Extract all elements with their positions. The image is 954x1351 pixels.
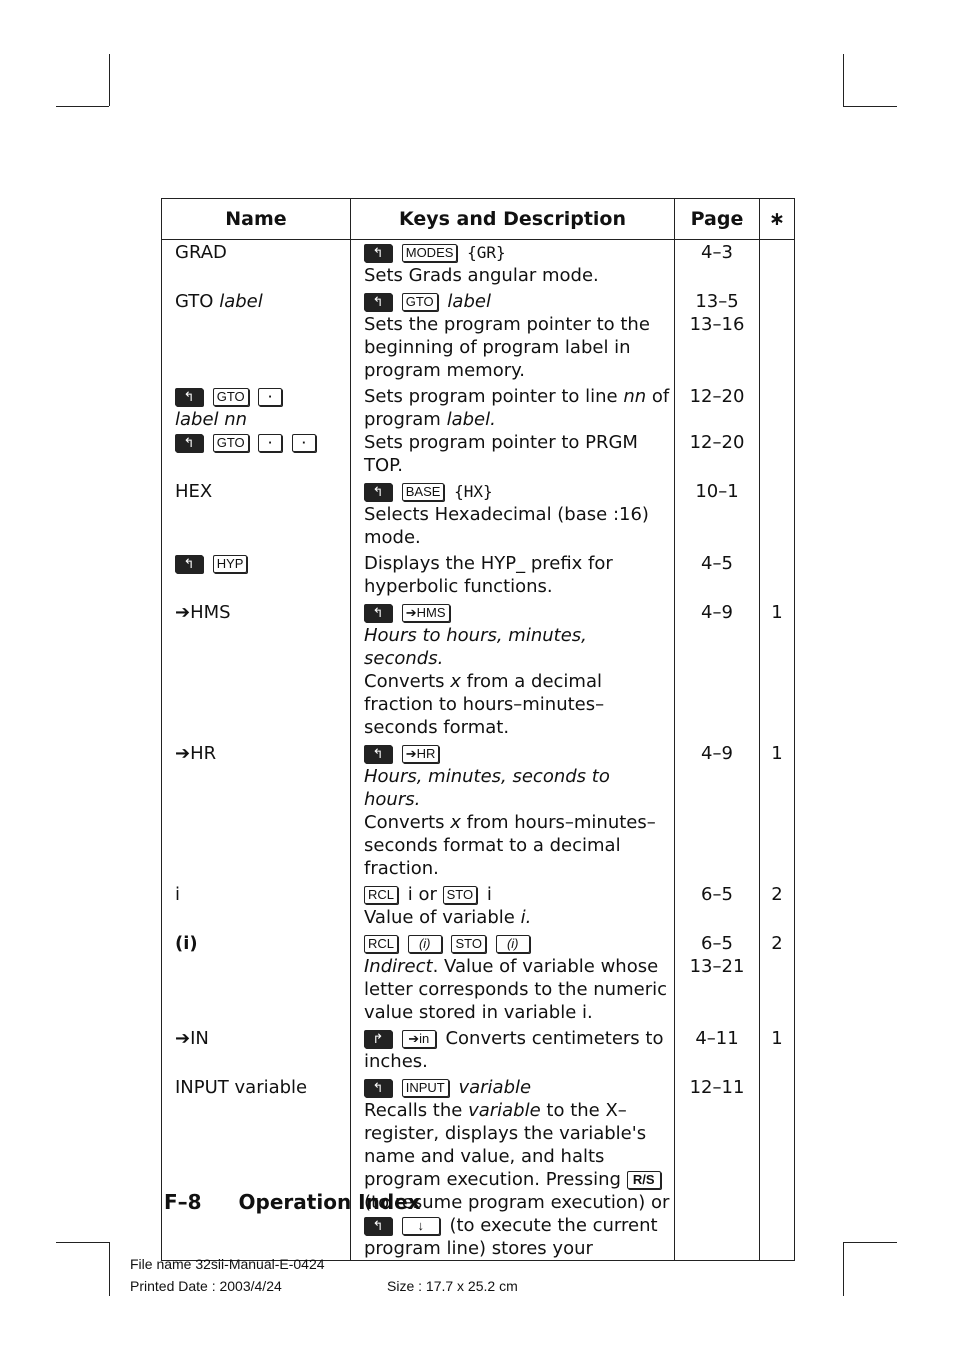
op-name: ➔HMS: [162, 601, 351, 742]
op-asterisk: [760, 1076, 795, 1261]
decimal-point-key: ·: [258, 388, 282, 406]
input-key: INPUT: [402, 1079, 449, 1097]
rcl-key: RCL: [364, 886, 398, 904]
left-shift-key-icon: ↰: [364, 1079, 392, 1097]
op-asterisk: [760, 240, 795, 291]
section-number: F–8: [164, 1190, 202, 1214]
op-description: Sets program pointer to line nn of program label.: [351, 385, 675, 431]
op-name: HEX: [162, 480, 351, 552]
operation-index-table: [161, 198, 795, 1261]
op-description: ↰ ➔HR Hours, minutes, seconds to hours. Converts x from hours–minutes–seconds format to a decimal fraction.: [351, 742, 675, 883]
op-page: 4–9: [675, 742, 760, 883]
table-row: [162, 1027, 795, 1076]
op-name: (i): [162, 932, 351, 1027]
table-header-row: [162, 199, 795, 240]
page-size: Size : 17.7 x 25.2 cm: [387, 1278, 518, 1294]
crop-mark: [109, 54, 110, 106]
header-asterisk: ∗: [760, 199, 795, 240]
op-name: [162, 431, 351, 480]
op-description: RCL (i) STO (i) Indirect. Value of variable whose letter corresponds to the numeric value stored in variable i.: [351, 932, 675, 1027]
indirect-key: (i): [408, 935, 442, 953]
op-page: 12–11: [675, 1076, 760, 1261]
op-description: ↰ ➔HMS Hours to hours, minutes, seconds. Converts x from a decimal fraction to hours–minutes–seconds format.: [351, 601, 675, 742]
to-hms-key: ➔HMS: [402, 604, 450, 622]
op-asterisk: 1: [760, 742, 795, 883]
op-description: RCL i or STO i Value of variable i.: [351, 883, 675, 932]
base-key: BASE: [402, 483, 445, 501]
table-row: [162, 290, 795, 385]
crop-mark: [56, 106, 109, 107]
op-page: 4–5: [675, 552, 760, 601]
run-stop-key: R/S: [627, 1171, 661, 1189]
op-asterisk: [760, 552, 795, 601]
op-page: 12–20: [675, 385, 760, 431]
op-description: ↰ BASE {HX} Selects Hexadecimal (base :16) mode.: [351, 480, 675, 552]
table-row: [162, 552, 795, 601]
op-description: ↰ MODES {GR} Sets Grads angular mode.: [351, 240, 675, 291]
op-description: Sets program pointer to PRGM TOP.: [351, 431, 675, 480]
left-shift-key-icon: ↰: [364, 604, 392, 622]
crop-mark: [843, 1242, 844, 1296]
table-row: [162, 1076, 795, 1261]
menu-label: {GR}: [467, 243, 506, 262]
decimal-point-key: ·: [258, 434, 282, 452]
header-keys-description: Keys and Description: [351, 199, 675, 240]
table-row: [162, 932, 795, 1027]
op-page: 6–5 13–21: [675, 932, 760, 1027]
op-asterisk: [760, 290, 795, 385]
op-name: ↰ GTO · label nn: [162, 385, 351, 431]
gto-key: GTO: [213, 388, 249, 406]
op-name: ➔HR: [162, 742, 351, 883]
op-name: GRAD: [162, 240, 351, 291]
op-asterisk: 1: [760, 1027, 795, 1076]
printed-date: Printed Date : 2003/4/24: [130, 1278, 282, 1294]
op-asterisk: [760, 385, 795, 431]
header-name: Name: [162, 199, 351, 240]
op-name: i: [162, 883, 351, 932]
op-name: ➔IN: [162, 1027, 351, 1076]
left-shift-key-icon: ↰: [364, 293, 392, 311]
crop-mark: [843, 1242, 897, 1243]
sto-key: STO: [443, 886, 478, 904]
op-page: 4–11: [675, 1027, 760, 1076]
op-description: ↰ GTO label Sets the program pointer to the beginning of program label in program memory.: [351, 290, 675, 385]
crop-mark: [109, 1242, 110, 1296]
header-page: Page: [675, 199, 760, 240]
modes-key: MODES: [402, 244, 458, 262]
left-shift-key-icon: ↰: [364, 483, 392, 501]
op-page: 6–5: [675, 883, 760, 932]
to-in-key: ➔in: [402, 1030, 436, 1048]
table-row: [162, 431, 795, 480]
menu-label: {HX}: [454, 482, 493, 501]
left-shift-key-icon: ↰: [364, 745, 392, 763]
left-shift-key-icon: ↰: [175, 555, 203, 573]
rcl-key: RCL: [364, 935, 398, 953]
decimal-point-key: ·: [292, 434, 316, 452]
crop-mark: [843, 54, 844, 106]
table-row: [162, 742, 795, 883]
op-description: ↰ INPUT variable Recalls the variable to the X–register, displays the variable's name and value, and halts program execution. Pressing R/S (to resume program execution) or ↰ ↓ (to execute the current program line) stores your: [351, 1076, 675, 1261]
op-asterisk: 1: [760, 601, 795, 742]
gto-key: GTO: [213, 434, 249, 452]
to-hr-key: ➔HR: [402, 745, 440, 763]
op-description: ↱ ➔in Converts centimeters to inches.: [351, 1027, 675, 1076]
op-asterisk: [760, 431, 795, 480]
left-shift-key-icon: ↰: [364, 244, 392, 262]
op-name: INPUT variable: [162, 1076, 351, 1261]
op-page: 12–20: [675, 431, 760, 480]
hyp-key: HYP: [213, 555, 248, 573]
crop-mark: [843, 106, 897, 107]
table-row: [162, 480, 795, 552]
op-asterisk: [760, 480, 795, 552]
file-name: File name 32sii-Manual-E-0424: [130, 1256, 325, 1272]
table-row: [162, 385, 795, 431]
op-asterisk: 2: [760, 883, 795, 932]
op-page: 13–5 13–16: [675, 290, 760, 385]
gto-key: GTO: [402, 293, 438, 311]
left-shift-key-icon: ↰: [364, 1217, 392, 1235]
section-title: Operation Index: [238, 1190, 421, 1214]
down-arrow-key-icon: ↓: [402, 1217, 440, 1235]
op-description: Displays the HYP_ prefix for hyperbolic functions.: [351, 552, 675, 601]
op-name: [162, 552, 351, 601]
table-row: [162, 601, 795, 742]
left-shift-key-icon: ↰: [175, 434, 203, 452]
table-row: [162, 883, 795, 932]
table-row: [162, 240, 795, 291]
page-footer-title: [164, 1190, 421, 1214]
op-name: GTO label: [162, 290, 351, 385]
op-page: 4–9: [675, 601, 760, 742]
op-page: 10–1: [675, 480, 760, 552]
left-shift-key-icon: ↰: [175, 388, 203, 406]
sto-key: STO: [451, 935, 486, 953]
right-shift-key-icon: ↱: [364, 1030, 392, 1048]
indirect-key: (i): [496, 935, 530, 953]
op-asterisk: 2: [760, 932, 795, 1027]
crop-mark: [56, 1242, 109, 1243]
op-page: 4–3: [675, 240, 760, 291]
